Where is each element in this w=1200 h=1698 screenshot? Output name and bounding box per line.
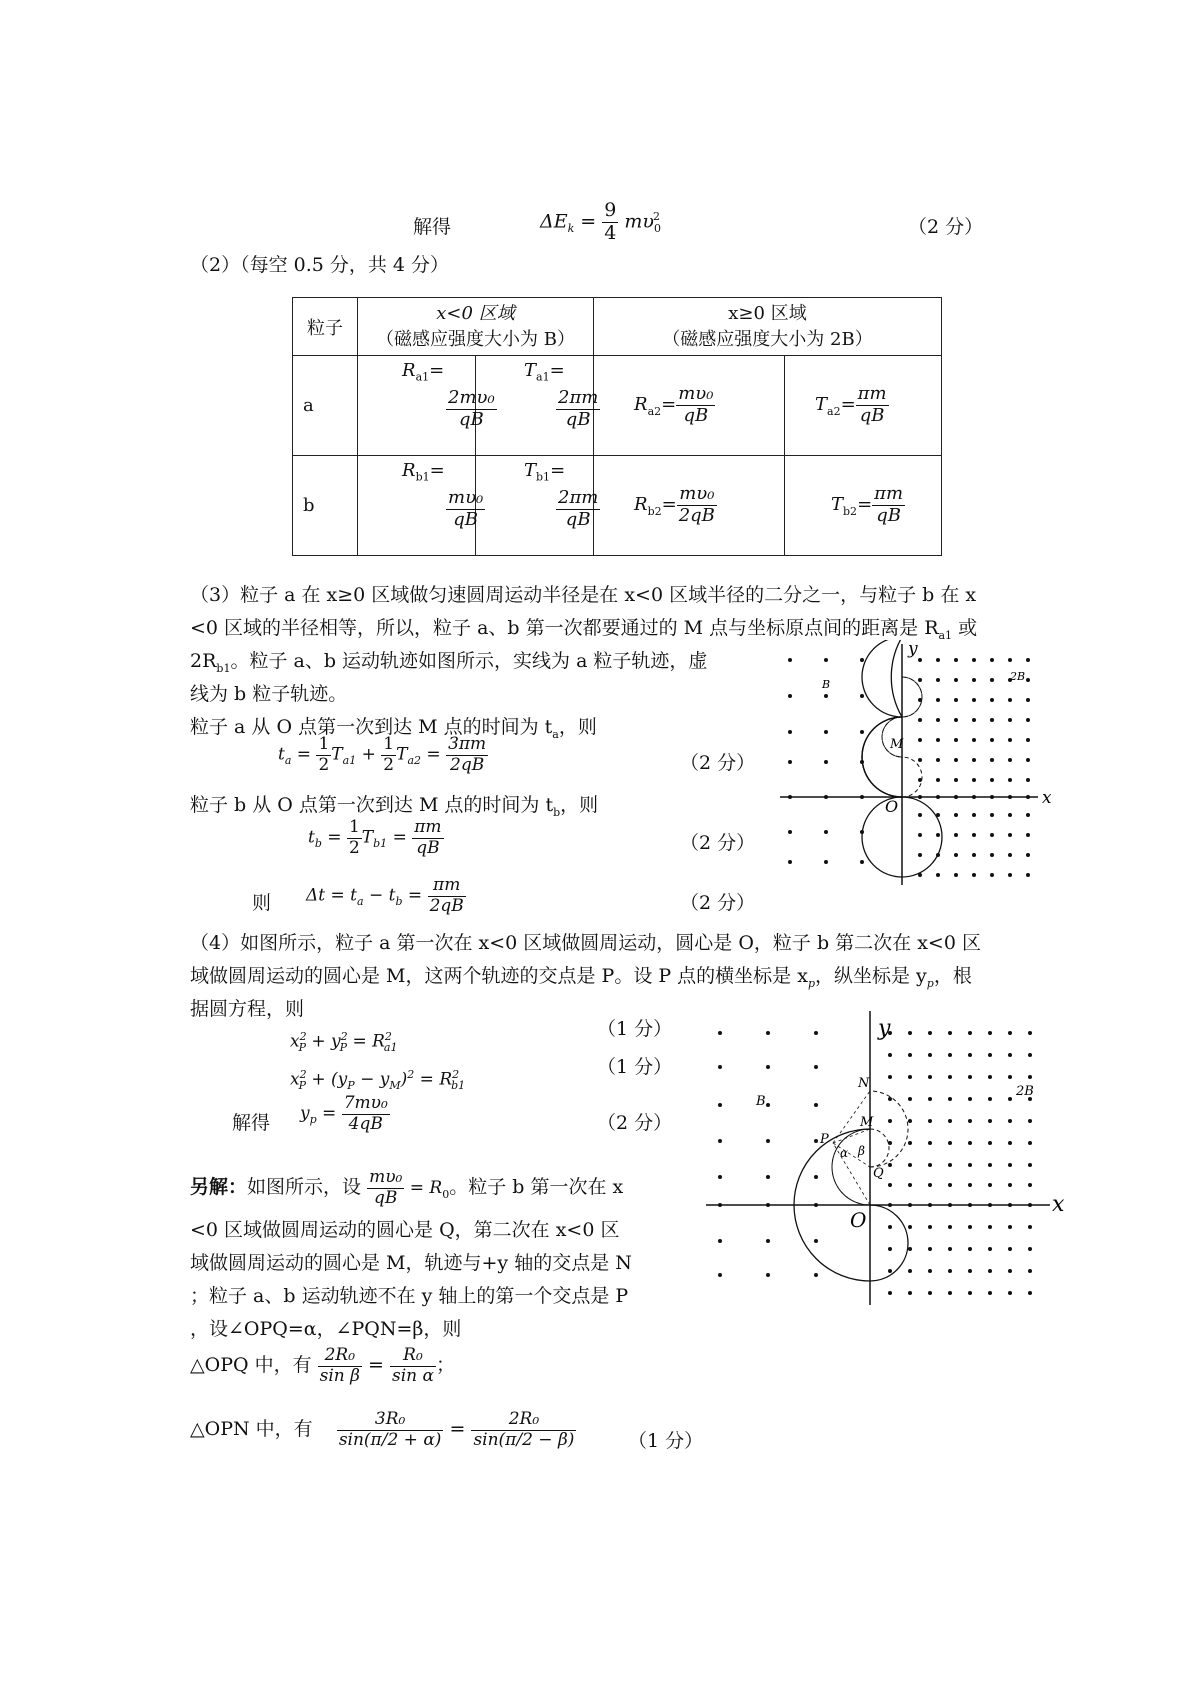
- field-dot: [918, 678, 922, 682]
- field-dot: [1008, 1075, 1012, 1079]
- field-dot: [1008, 738, 1012, 742]
- field-dot: [718, 1273, 722, 1277]
- field-dot: [824, 730, 828, 734]
- field-dot: [908, 1141, 912, 1145]
- table-row: [293, 356, 942, 456]
- field-dot: [1026, 778, 1030, 782]
- field-dot: [948, 1141, 952, 1145]
- field-dot: [990, 813, 994, 817]
- field-dot: [718, 1175, 722, 1179]
- field-dot: [936, 758, 940, 762]
- field-dot: [1028, 1225, 1032, 1229]
- field-dot: [888, 1097, 892, 1101]
- field-2b-label: 2B: [1010, 670, 1026, 683]
- field-dot: [954, 873, 958, 877]
- field-dot: [948, 1183, 952, 1187]
- equation-yp: $y_p$ = $\frac{\text{7mυ₀}}{4qB}$: [300, 1093, 388, 1134]
- field-dot: [1028, 1053, 1032, 1057]
- field-dot: [968, 1183, 972, 1187]
- field-dot: [968, 1269, 972, 1273]
- field-dot: [824, 760, 828, 764]
- score-tb: （2 分）: [680, 832, 756, 854]
- field-dot: [718, 1139, 722, 1143]
- trajectory-b-1: [832, 1129, 870, 1205]
- solve-label: 解得: [413, 216, 452, 238]
- field-dot: [968, 1097, 972, 1101]
- field-dot: [1008, 658, 1012, 662]
- field-dot: [990, 678, 994, 682]
- field-dot: [908, 1075, 912, 1079]
- field-dot: [1026, 813, 1030, 817]
- field-dot: [1008, 873, 1012, 877]
- field-dot: [814, 1175, 818, 1179]
- alt-line3: 域做圆周运动的圆心是 M，轨迹与+y 轴的交点是 N: [190, 1252, 632, 1274]
- triangle-opn: △OPN 中，有 $\frac{\text{3R₀}}{\sin(\pi/2 + \alpha)}$ = $\frac{\text{2R₀}}{\sin(\pi/2 - \beta)}$: [190, 1409, 575, 1450]
- origin-label: O: [850, 1208, 867, 1232]
- field-dot: [936, 778, 940, 782]
- field-dot: [1008, 778, 1012, 782]
- field-dot: [908, 1097, 912, 1101]
- field-2b-label: 2B: [1016, 1084, 1034, 1099]
- field-dot: [1008, 1053, 1012, 1057]
- score-dt: （2 分）: [680, 892, 756, 914]
- field-dot: [1028, 1291, 1032, 1295]
- field-dot: [928, 1097, 932, 1101]
- field-dot: [988, 1075, 992, 1079]
- field-dot: [1026, 698, 1030, 702]
- field-dot: [1008, 1269, 1012, 1273]
- field-dot: [948, 1053, 952, 1057]
- field-dot: [968, 1141, 972, 1145]
- field-dot: [972, 658, 976, 662]
- score-line1: （2 分）: [908, 216, 984, 238]
- field-dot: [990, 873, 994, 877]
- field-dot: [908, 1163, 912, 1167]
- part4-line2: 域做圆周运动的圆心是 M，这两个轨迹的交点是 P。设 P 点的横坐标是 $x_p$，纵坐标是 $y_p$，根: [190, 965, 972, 990]
- field-dot: [988, 1141, 992, 1145]
- field-dot: [988, 1053, 992, 1057]
- field-dot: [1026, 678, 1030, 682]
- field-b-label: B: [822, 678, 831, 691]
- table-header-right: x≥0 区域 （磁感应强度大小为 2B）: [594, 298, 942, 356]
- field-dot: [954, 678, 958, 682]
- field-dot: [972, 873, 976, 877]
- field-dot: [928, 1141, 932, 1145]
- field-dot: [1008, 1183, 1012, 1187]
- field-dot: [988, 1269, 992, 1273]
- field-dot: [718, 1103, 722, 1107]
- field-dot: [918, 758, 922, 762]
- equation-tb: $t_b$ = $\frac{1}{2}$ $T_{b1}$ = $\frac{\pi m}{qB}$: [308, 817, 442, 858]
- field-dot: [990, 698, 994, 702]
- point-p-label: P: [820, 1132, 829, 1147]
- alt-line2: <0 区域做圆周运动的圆心是 Q，第二次在 x<0 区: [190, 1219, 620, 1241]
- trajectory-a-left: [891, 640, 902, 717]
- trajectory-b-4: [832, 1129, 870, 1205]
- field-dot: [972, 813, 976, 817]
- field-dot: [990, 718, 994, 722]
- field-dot: [1008, 1031, 1012, 1035]
- table-header-left: x<0 区域 （磁感应强度大小为 B）: [358, 298, 594, 356]
- cell-Ra2: $R_{a2}=$ $\frac{\text{mυ₀}}{qB}$: [594, 356, 785, 456]
- field-dot: [888, 1163, 892, 1167]
- field-dot: [936, 678, 940, 682]
- field-dot: [1028, 1075, 1032, 1079]
- field-dot: [814, 1273, 818, 1277]
- field-dot: [948, 1269, 952, 1273]
- field-dot: [766, 1065, 770, 1069]
- field-b-label: B: [756, 1094, 766, 1109]
- field-dot: [928, 1075, 932, 1079]
- cell-Rb1: $R_{b1}=$ $\frac{\text{mυ₀}}{qB}$: [358, 456, 476, 556]
- field-dot: [824, 830, 828, 834]
- solve-label-2: 解得: [232, 1112, 271, 1134]
- field-dot: [1026, 873, 1030, 877]
- field-dot: [766, 1139, 770, 1143]
- score-circle-2: （1 分）: [597, 1056, 673, 1078]
- field-dot: [1026, 833, 1030, 837]
- trajectory-b-3: [870, 1091, 908, 1167]
- field-dot: [1028, 1163, 1032, 1167]
- field-dot: [948, 1291, 952, 1295]
- field-dot: [968, 1225, 972, 1229]
- field-dot: [1028, 1141, 1032, 1145]
- field-dot: [954, 813, 958, 817]
- field-dot: [908, 1183, 912, 1187]
- field-dot: [908, 1225, 912, 1229]
- results-table: [292, 297, 942, 556]
- field-dot: [1008, 1163, 1012, 1167]
- field-dot: [968, 1291, 972, 1295]
- trajectory-b-5: [902, 677, 922, 717]
- trajectory-b-1: [902, 757, 922, 797]
- alt-line4: ；粒子 a、b 运动轨迹不在 y 轴上的第一个交点是 P: [190, 1285, 629, 1307]
- score-circle-1: （1 分）: [597, 1018, 673, 1040]
- field-dot: [888, 1119, 892, 1123]
- equation-ta: $t_a$ = $\frac{1}{2}$ $T_{a1}$ + $\frac{1}{2}$ $T_{a2}$ = $\frac{3\pi m}{2qB}$: [278, 734, 487, 775]
- field-dot: [948, 1247, 952, 1251]
- field-dot: [908, 1269, 912, 1273]
- part3-line3: $2R_{b1}$。粒子 a、b 运动轨迹如图所示，实线为 a 粒子轨迹，虚: [190, 650, 708, 675]
- part3-line1: （3）粒子 a 在 x≥0 区域做匀速圆周运动半径是在 x<0 区域半径的二分之一，与粒子 b 在 x: [190, 584, 977, 606]
- field-dot: [990, 778, 994, 782]
- field-dot: [928, 1119, 932, 1123]
- field-dot: [1028, 1247, 1032, 1251]
- cell-Tb1: $T_{b1}=$ $\frac{2\pi m}{qB}$: [476, 456, 594, 556]
- field-dot: [918, 718, 922, 722]
- row-label-a: a: [293, 356, 358, 456]
- field-dot: [814, 1103, 818, 1107]
- field-dot: [972, 833, 976, 837]
- field-dot: [1028, 1119, 1032, 1123]
- trajectory-a-right-lower: [862, 717, 902, 797]
- field-dot: [928, 1225, 932, 1229]
- field-dot: [766, 1175, 770, 1179]
- field-dot: [988, 1119, 992, 1123]
- trajectory-figure-2: [700, 1005, 1080, 1305]
- field-dot: [1008, 1097, 1012, 1101]
- field-dot: [1008, 1119, 1012, 1123]
- field-dot: [1008, 718, 1012, 722]
- delta-ek-formula: $\Delta E_k$ = $\frac{9}{4}$ $m\upsilon_0^2$: [540, 199, 661, 244]
- field-dot: [1008, 1141, 1012, 1145]
- field-dot: [928, 1269, 932, 1273]
- field-dot: [988, 1225, 992, 1229]
- field-dot: [1008, 1225, 1012, 1229]
- field-dot: [1026, 738, 1030, 742]
- angle-alpha-label: α: [840, 1146, 849, 1160]
- field-dot: [860, 658, 864, 662]
- field-dot: [972, 778, 976, 782]
- field-dot: [988, 1183, 992, 1187]
- field-dot: [936, 833, 940, 837]
- y-axis-label: y: [878, 1016, 891, 1041]
- field-dot: [718, 1031, 722, 1035]
- field-dot: [928, 1031, 932, 1035]
- y-axis-label: y: [908, 640, 918, 659]
- trajectory-b-2: [870, 1129, 889, 1167]
- field-dot: [968, 1247, 972, 1251]
- field-dot: [718, 1065, 722, 1069]
- field-dot: [888, 1075, 892, 1079]
- field-dot: [990, 853, 994, 857]
- field-dot: [936, 698, 940, 702]
- point-n-label: N: [858, 1076, 870, 1091]
- field-dot: [1026, 658, 1030, 662]
- field-dot: [918, 833, 922, 837]
- field-dot: [972, 758, 976, 762]
- triangle-opq: △OPQ 中，有 $\frac{\text{2R₀}}{\text{sin β}}$ = $\frac{\text{R₀}}{\text{sin α}}$ ；: [190, 1345, 455, 1386]
- field-dot: [954, 698, 958, 702]
- field-dot: [948, 1119, 952, 1123]
- circle-eq-2: $x^2_P + (y_P - y_M)^2 = R^2_{b1}$: [290, 1068, 466, 1093]
- point-m-label: M: [890, 737, 904, 752]
- table-header-particle: 粒子: [293, 298, 358, 356]
- field-dot: [908, 1119, 912, 1123]
- field-dot: [788, 730, 792, 734]
- field-dot: [1028, 1031, 1032, 1035]
- field-dot: [814, 1139, 818, 1143]
- field-dot: [928, 1291, 932, 1295]
- field-dot: [1008, 758, 1012, 762]
- field-dot: [908, 1031, 912, 1035]
- x-axis-label: x: [1042, 788, 1052, 808]
- field-dot: [814, 1031, 818, 1035]
- field-dot: [1028, 1269, 1032, 1273]
- field-dot: [908, 1291, 912, 1295]
- field-dot: [988, 1247, 992, 1251]
- score-yp: （2 分）: [597, 1112, 673, 1134]
- alt-line5: ，设∠OPQ=α，∠PQN=β，则: [190, 1318, 462, 1340]
- x-axis-label: x: [1052, 1192, 1065, 1217]
- field-dot: [888, 1183, 892, 1187]
- score-ta: （2 分）: [680, 752, 756, 774]
- score-opn: （1 分）: [628, 1430, 704, 1452]
- field-dot: [936, 658, 940, 662]
- field-dot: [948, 1097, 952, 1101]
- field-dot: [968, 1075, 972, 1079]
- field-dot: [968, 1053, 972, 1057]
- field-dot: [766, 1273, 770, 1277]
- field-dot: [928, 1053, 932, 1057]
- field-dot: [918, 738, 922, 742]
- angle-beta-label: β: [858, 1144, 865, 1158]
- field-dot: [918, 813, 922, 817]
- point-q-label: Q: [873, 1166, 884, 1181]
- field-dot: [988, 1097, 992, 1101]
- field-dot: [788, 760, 792, 764]
- field-dot: [936, 873, 940, 877]
- field-dot: [918, 658, 922, 662]
- trajectory-a-bottom: [902, 797, 942, 877]
- field-dot: [1026, 853, 1030, 857]
- table-row: [293, 456, 942, 556]
- field-dot: [968, 1119, 972, 1123]
- field-dot: [788, 694, 792, 698]
- field-dot: [928, 1163, 932, 1167]
- field-dot: [954, 738, 958, 742]
- field-dot: [954, 778, 958, 782]
- circle-eq-1: $x^2_P + y^2_P = R^2_{a1}$: [290, 1030, 398, 1055]
- field-dot: [948, 1225, 952, 1229]
- cell-Ta1: $T_{a1}=$ $\frac{2\pi m}{qB}$: [476, 356, 594, 456]
- field-dot: [888, 1225, 892, 1229]
- field-dot: [972, 678, 976, 682]
- field-dot: [1008, 1247, 1012, 1251]
- field-dot: [954, 658, 958, 662]
- trajectory-figure-1: [770, 640, 1060, 900]
- field-dot: [954, 718, 958, 722]
- alt-line1: 另解：如图所示，设 $\frac{\text{mυ₀}}{qB}$ = $R_0$。粒子 b 第一次在 x: [190, 1167, 624, 1208]
- then-label: 则: [252, 892, 272, 914]
- field-dot: [948, 1031, 952, 1035]
- field-dot: [954, 853, 958, 857]
- field-dot: [860, 730, 864, 734]
- field-dot: [788, 830, 792, 834]
- field-dot: [824, 860, 828, 864]
- field-dot: [936, 738, 940, 742]
- field-dot: [1026, 758, 1030, 762]
- field-dot: [988, 1291, 992, 1295]
- field-dot: [972, 718, 976, 722]
- field-dot: [990, 738, 994, 742]
- part4-line1: （4）如图所示，粒子 a 第一次在 x<0 区域做圆周运动，圆心是 O，粒子 b 第二次在 x<0 区: [190, 932, 981, 954]
- field-dot: [948, 1075, 952, 1079]
- field-dot: [972, 853, 976, 857]
- field-dot: [1008, 813, 1012, 817]
- field-dot: [928, 1183, 932, 1187]
- equation-dt: $\Delta t = t_a - t_b$ = $\frac{\pi m}{2qB}$: [306, 875, 464, 916]
- trajectory-a-circle-left: [862, 717, 902, 797]
- part4-line3: 据圆方程，则: [190, 998, 305, 1020]
- field-dot: [888, 1291, 892, 1295]
- field-dot: [1008, 853, 1012, 857]
- cell-Tb2: $T_{b2}=$ $\frac{\pi m}{qB}$: [785, 456, 942, 556]
- field-dot: [990, 758, 994, 762]
- part3-line2: <0 区域的半径相等，所以，粒子 a、b 第一次都要通过的 M 点与坐标原点间的距离是 $R_{a1}$ 或: [190, 617, 978, 642]
- field-dot: [968, 1163, 972, 1167]
- field-dot: [860, 860, 864, 864]
- field-dot: [988, 1031, 992, 1035]
- part3-line4: 线为 b 粒子轨迹。: [190, 683, 348, 705]
- cell-Ta2: $T_{a2}=$ $\frac{\pi m}{qB}$: [785, 356, 942, 456]
- field-dot: [888, 1053, 892, 1057]
- field-dots: [718, 1031, 1032, 1295]
- field-dot: [766, 1239, 770, 1243]
- part2-heading: （2）（每空 0.5 分，共 4 分）: [190, 254, 450, 276]
- field-dot: [948, 1163, 952, 1167]
- field-dot: [1008, 1291, 1012, 1295]
- field-dot: [908, 1247, 912, 1251]
- part3-line5: 粒子 a 从 O 点第一次到达 M 点的时间为 $t_a$，则: [190, 716, 597, 741]
- field-dot: [766, 1103, 770, 1107]
- field-dot: [990, 658, 994, 662]
- field-dot: [972, 698, 976, 702]
- origin-label: O: [885, 797, 899, 816]
- field-dot: [1008, 698, 1012, 702]
- field-dot: [788, 860, 792, 864]
- field-dot: [988, 1163, 992, 1167]
- field-dot: [824, 694, 828, 698]
- field-dot: [936, 718, 940, 722]
- field-dot: [918, 853, 922, 857]
- field-dot: [860, 694, 864, 698]
- field-dot: [888, 1247, 892, 1251]
- field-dot: [888, 1269, 892, 1273]
- cell-Ra1: $R_{a1}=$ $\frac{\text{2mυ₀}}{qB}$: [358, 356, 476, 456]
- field-dot: [954, 833, 958, 837]
- cell-Rb2: $R_{b2}=$ $\frac{\text{mυ₀}}{2qB}$: [594, 456, 785, 556]
- field-dot: [908, 1053, 912, 1057]
- field-dot: [954, 758, 958, 762]
- row-label-b: b: [293, 456, 358, 556]
- field-dot: [1008, 833, 1012, 837]
- field-dot: [1028, 1183, 1032, 1187]
- field-dot: [1026, 718, 1030, 722]
- field-dot: [788, 658, 792, 662]
- trajectory-b-3: [902, 677, 922, 717]
- field-dot: [968, 1031, 972, 1035]
- part3-line6: 粒子 b 从 O 点第一次到达 M 点的时间为 $t_b$，则: [190, 794, 599, 819]
- field-dot: [814, 1239, 818, 1243]
- field-dot: [766, 1031, 770, 1035]
- field-dot: [990, 833, 994, 837]
- field-dot: [718, 1239, 722, 1243]
- field-dot: [972, 738, 976, 742]
- field-dot: [824, 658, 828, 662]
- field-dot: [814, 1065, 818, 1069]
- field-dot: [928, 1247, 932, 1251]
- point-m-label: M: [860, 1115, 874, 1130]
